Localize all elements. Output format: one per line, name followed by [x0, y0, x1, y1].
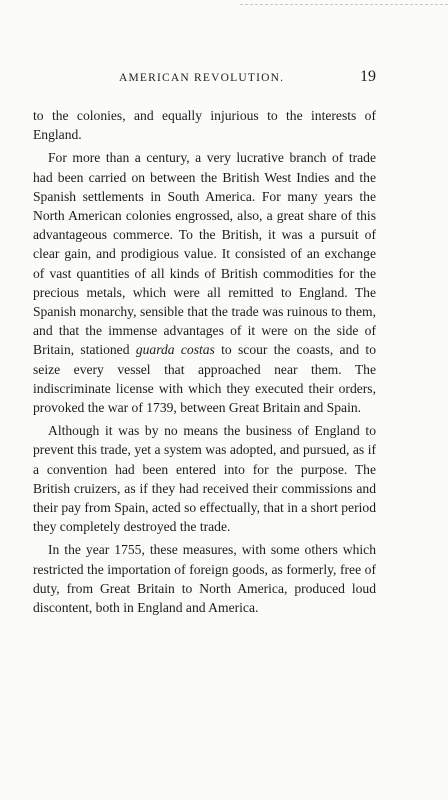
paragraph-trade-text: For more than a century, a very lucrative branch of trade had been carried on between the British West Indies and the Spanish settlements in South America. For many years the North American colonies engrossed, also, a great share of this advantageous commerce. To the British, it was a pursuit of clear gain, and prodigious value. It consisted of an exchange of vast quantities of all kinds of British commodities for the precious metals, which were all remitted to England. The Spanish monarchy, sensible that the trade was ruinous to them, and that the immense advantages of it were on the side of Britain, stationed	[33, 150, 376, 358]
page-number: 19	[360, 68, 376, 85]
paragraph-trade-text-after: to scour the coasts, and to seize every vessel that approached near them. The indiscriminate license with which they executed their orders, provoked the war of 1739, between Great Britain and Spain.	[33, 342, 377, 416]
paragraph-continuation: to the colonies, and equally injurious to the interests of England.	[33, 108, 376, 143]
page-header	[33, 68, 376, 90]
page-edge-rule	[240, 4, 448, 5]
running-head: AMERICAN REVOLUTION.	[119, 72, 285, 84]
italic-term: guarda costas	[135, 342, 215, 358]
paragraph-trade	[33, 148, 376, 417]
paragraph-england: Although it was by no means the business of England to prevent this trade, yet a system was adopted, and pursued, as if a convention had been entered into for the purpose. The British cruizers, as if they had received their commissions and their pay from Spain, acted so effectually, that in a short period they completely destroyed the trade.	[33, 423, 376, 535]
body-text	[33, 106, 376, 621]
paragraph-1755: In the year 1755, these measures, with some others which restricted the importation of foreign goods, as formerly, free of duty, from Great Britain to North America, produced loud discontent, both in England and America.	[33, 542, 376, 616]
